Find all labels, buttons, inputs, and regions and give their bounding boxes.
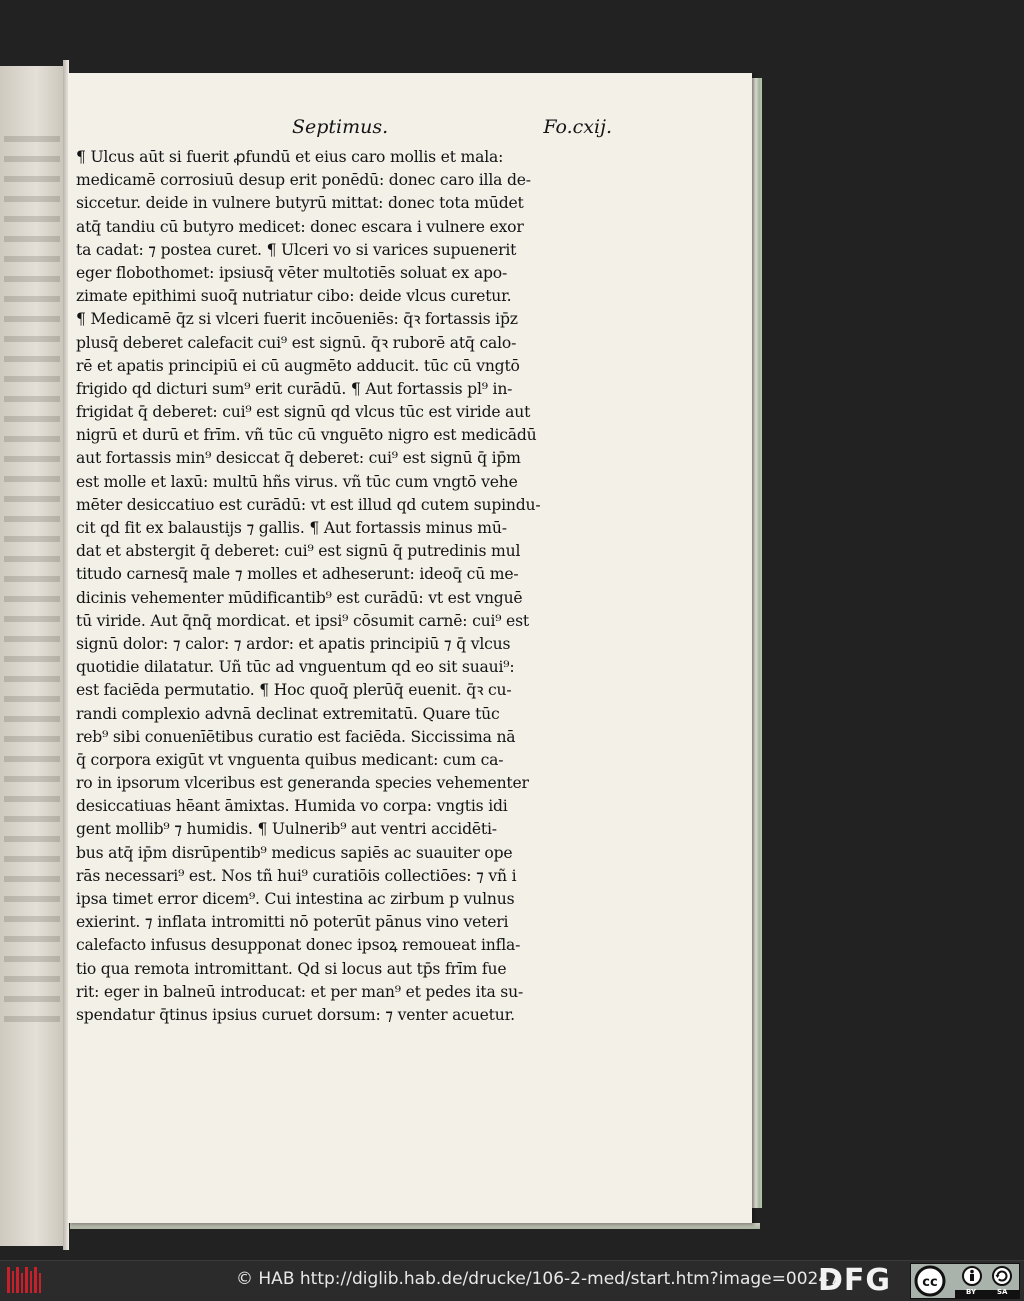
text-line: tū viride. Aut q̄nq̄ mordicat. et ipsi⁹ cōsumit carnē: cui⁹ est: [76, 611, 529, 630]
text-line: exierint. ⁊ inflata intromitti nō poterūt pānus vino veteri: [76, 913, 509, 932]
page-header: [292, 116, 612, 142]
dfg-logo: DFG: [818, 1263, 892, 1298]
text-line: tio qua remota intromittant. Qd si locus aut tp̄s frīm fue: [76, 959, 507, 978]
text-line: rās necessari⁹ est. Nos tñ hui⁹ curatiōis collectiōes: ⁊ vñ i: [76, 866, 517, 885]
text-line: cit qd fit ex balaustijs ⁊ gallis. ¶ Aut fortassis minus mū-: [76, 519, 507, 537]
text-line: medicamē corrosiuū desup erit ponēdū: donec caro illa de-: [76, 171, 531, 190]
show-through-text: [4, 136, 60, 1036]
text-line: dat et abstergit q̄ deberet: cui⁹ est signū q̄ putredinis mul: [76, 542, 521, 561]
text-block: [76, 146, 616, 1027]
license-by-label: BY: [966, 1288, 977, 1296]
cc-license-badge[interactable]: [910, 1263, 1020, 1299]
text-line: ¶ Medicamē q̄z si vlceri fuerit incōueniēs: q̄ꝛ fortassis ip̄z: [76, 310, 518, 329]
text-line: quotidie dilatatur. Uñ tūc ad vnguentum qd eo sit suaui⁹:: [76, 658, 515, 677]
text-line: zimate epithimi suoq̄ nutriatur cibo: deide vlcus curetur.: [76, 287, 512, 306]
text-line: titudo carnesq̄ male ⁊ molles et adheserunt: ideoq̄ cū me-: [76, 565, 519, 584]
text-line: frigido qd dicturi sum⁹ erit curādū. ¶ Aut fortassis pl⁹ in-: [76, 379, 513, 398]
text-line: eger flobothomet: ipsiusq̄ vēter multotiēs soluat ex apo-: [76, 263, 508, 282]
footer-bar: [0, 1260, 1024, 1301]
previous-page-edge: [0, 66, 66, 1246]
text-line: est molle et laxū: multū hñs virus. vñ tūc cum vngtō vehe: [76, 472, 518, 491]
text-line: frigidat q̄ deberet: cui⁹ est signū qd vlcus tūc est viride aut: [76, 403, 531, 422]
text-line: desiccatiuas hēant āmixtas. Humida vo corpa: vngtis idi: [76, 797, 508, 816]
text-line: ta cadat: ⁊ postea curet. ¶ Ulceri vo si varices supuenerit: [76, 240, 517, 259]
share-alike-icon: [991, 1265, 1013, 1287]
text-line: signū dolor: ⁊ calor: ⁊ ardor: et apatis principiū ⁊ q̄ vlcus: [76, 634, 511, 653]
text-line: bus atq̄ ip̄m disrūpentib⁹ medicus sapiēs ac suauiter ope: [76, 843, 513, 862]
text-line: aut fortassis min⁹ desiccat q̄ deberet: cui⁹ est signū q̄ ip̄m: [76, 449, 521, 468]
text-line: siccetur. deide in vulnere butyrū mittat: donec tota mūdet: [76, 194, 524, 213]
text-line: ipsa timet error dicem⁹. Cui intestina ac zirbum p vulnus: [76, 890, 515, 908]
text-line: plusq̄ deberet calefacit cui⁹ est signū. q̄ꝛ ruborē atq̄ calo-: [76, 333, 517, 352]
page-edges-bottom: [70, 1223, 760, 1229]
text-line: atq̄ tandiu cū butyro medicet: donec escara i vulnere exor: [76, 217, 524, 236]
text-line: gent mollib⁹ ⁊ humidis. ¶ Uulnerib⁹ aut ventri accidēti-: [76, 820, 497, 839]
license-strip: [955, 1290, 1019, 1298]
text-line: rit: eger in balneū introducat: et per man⁹ et pedes ita su-: [76, 982, 524, 1001]
text-line: q̄ corpora exigūt vt vnguenta quibus medicant: cum ca-: [76, 750, 504, 769]
text-line: ¶ Ulcus aūt si fuerit ꝓfundū et eius caro mollis et mala:: [76, 148, 504, 166]
license-sa-label: SA: [997, 1288, 1008, 1296]
text-line: est faciēda permutatio. ¶ Hoc quoq̄ plerūq̄ euenit. q̄ꝛ cu-: [76, 681, 512, 700]
text-line: mēter desiccatiuo est curādū: vt est illud qd cutem supindu-: [76, 495, 541, 514]
text-line: ro in ipsorum vlceribus est generanda species vehementer: [76, 774, 529, 793]
text-line: nigrū et durū et frīm. vñ tūc cū vnguēto nigro est medicādū: [76, 426, 537, 445]
text-line: randi complexio advnā declinat extremitatū. Quare tūc: [76, 704, 500, 723]
hab-logo-icon: [6, 1265, 44, 1295]
text-line: reb⁹ sibi conuenīētibus curatio est faciēda. Siccissima nā: [76, 727, 516, 746]
running-head: Septimus.: [292, 116, 389, 138]
text-line: spendatur q̄tinus ipsius curuet dorsum: ⁊ venter acuetur.: [76, 1005, 515, 1024]
text-line: rē et apatis principiū ei cū augmēto adducit. tūc cū vngtō: [76, 356, 520, 375]
cc-icon: [913, 1264, 947, 1298]
copyright-link[interactable]: © HAB http://diglib.hab.de/drucke/106-2-med/start.htm?image=00247: [236, 1269, 840, 1289]
text-line: dicinis vehementer mūdificantib⁹ est curādū: vt est vnguē: [76, 588, 523, 607]
text-line: calefacto infusus desupponat donec ipsoꝝ remoueat infla-: [76, 936, 521, 955]
folio-number: Fo.cxij.: [543, 116, 612, 138]
svg-text:cc: cc: [922, 1275, 938, 1290]
attribution-icon: [961, 1265, 983, 1287]
